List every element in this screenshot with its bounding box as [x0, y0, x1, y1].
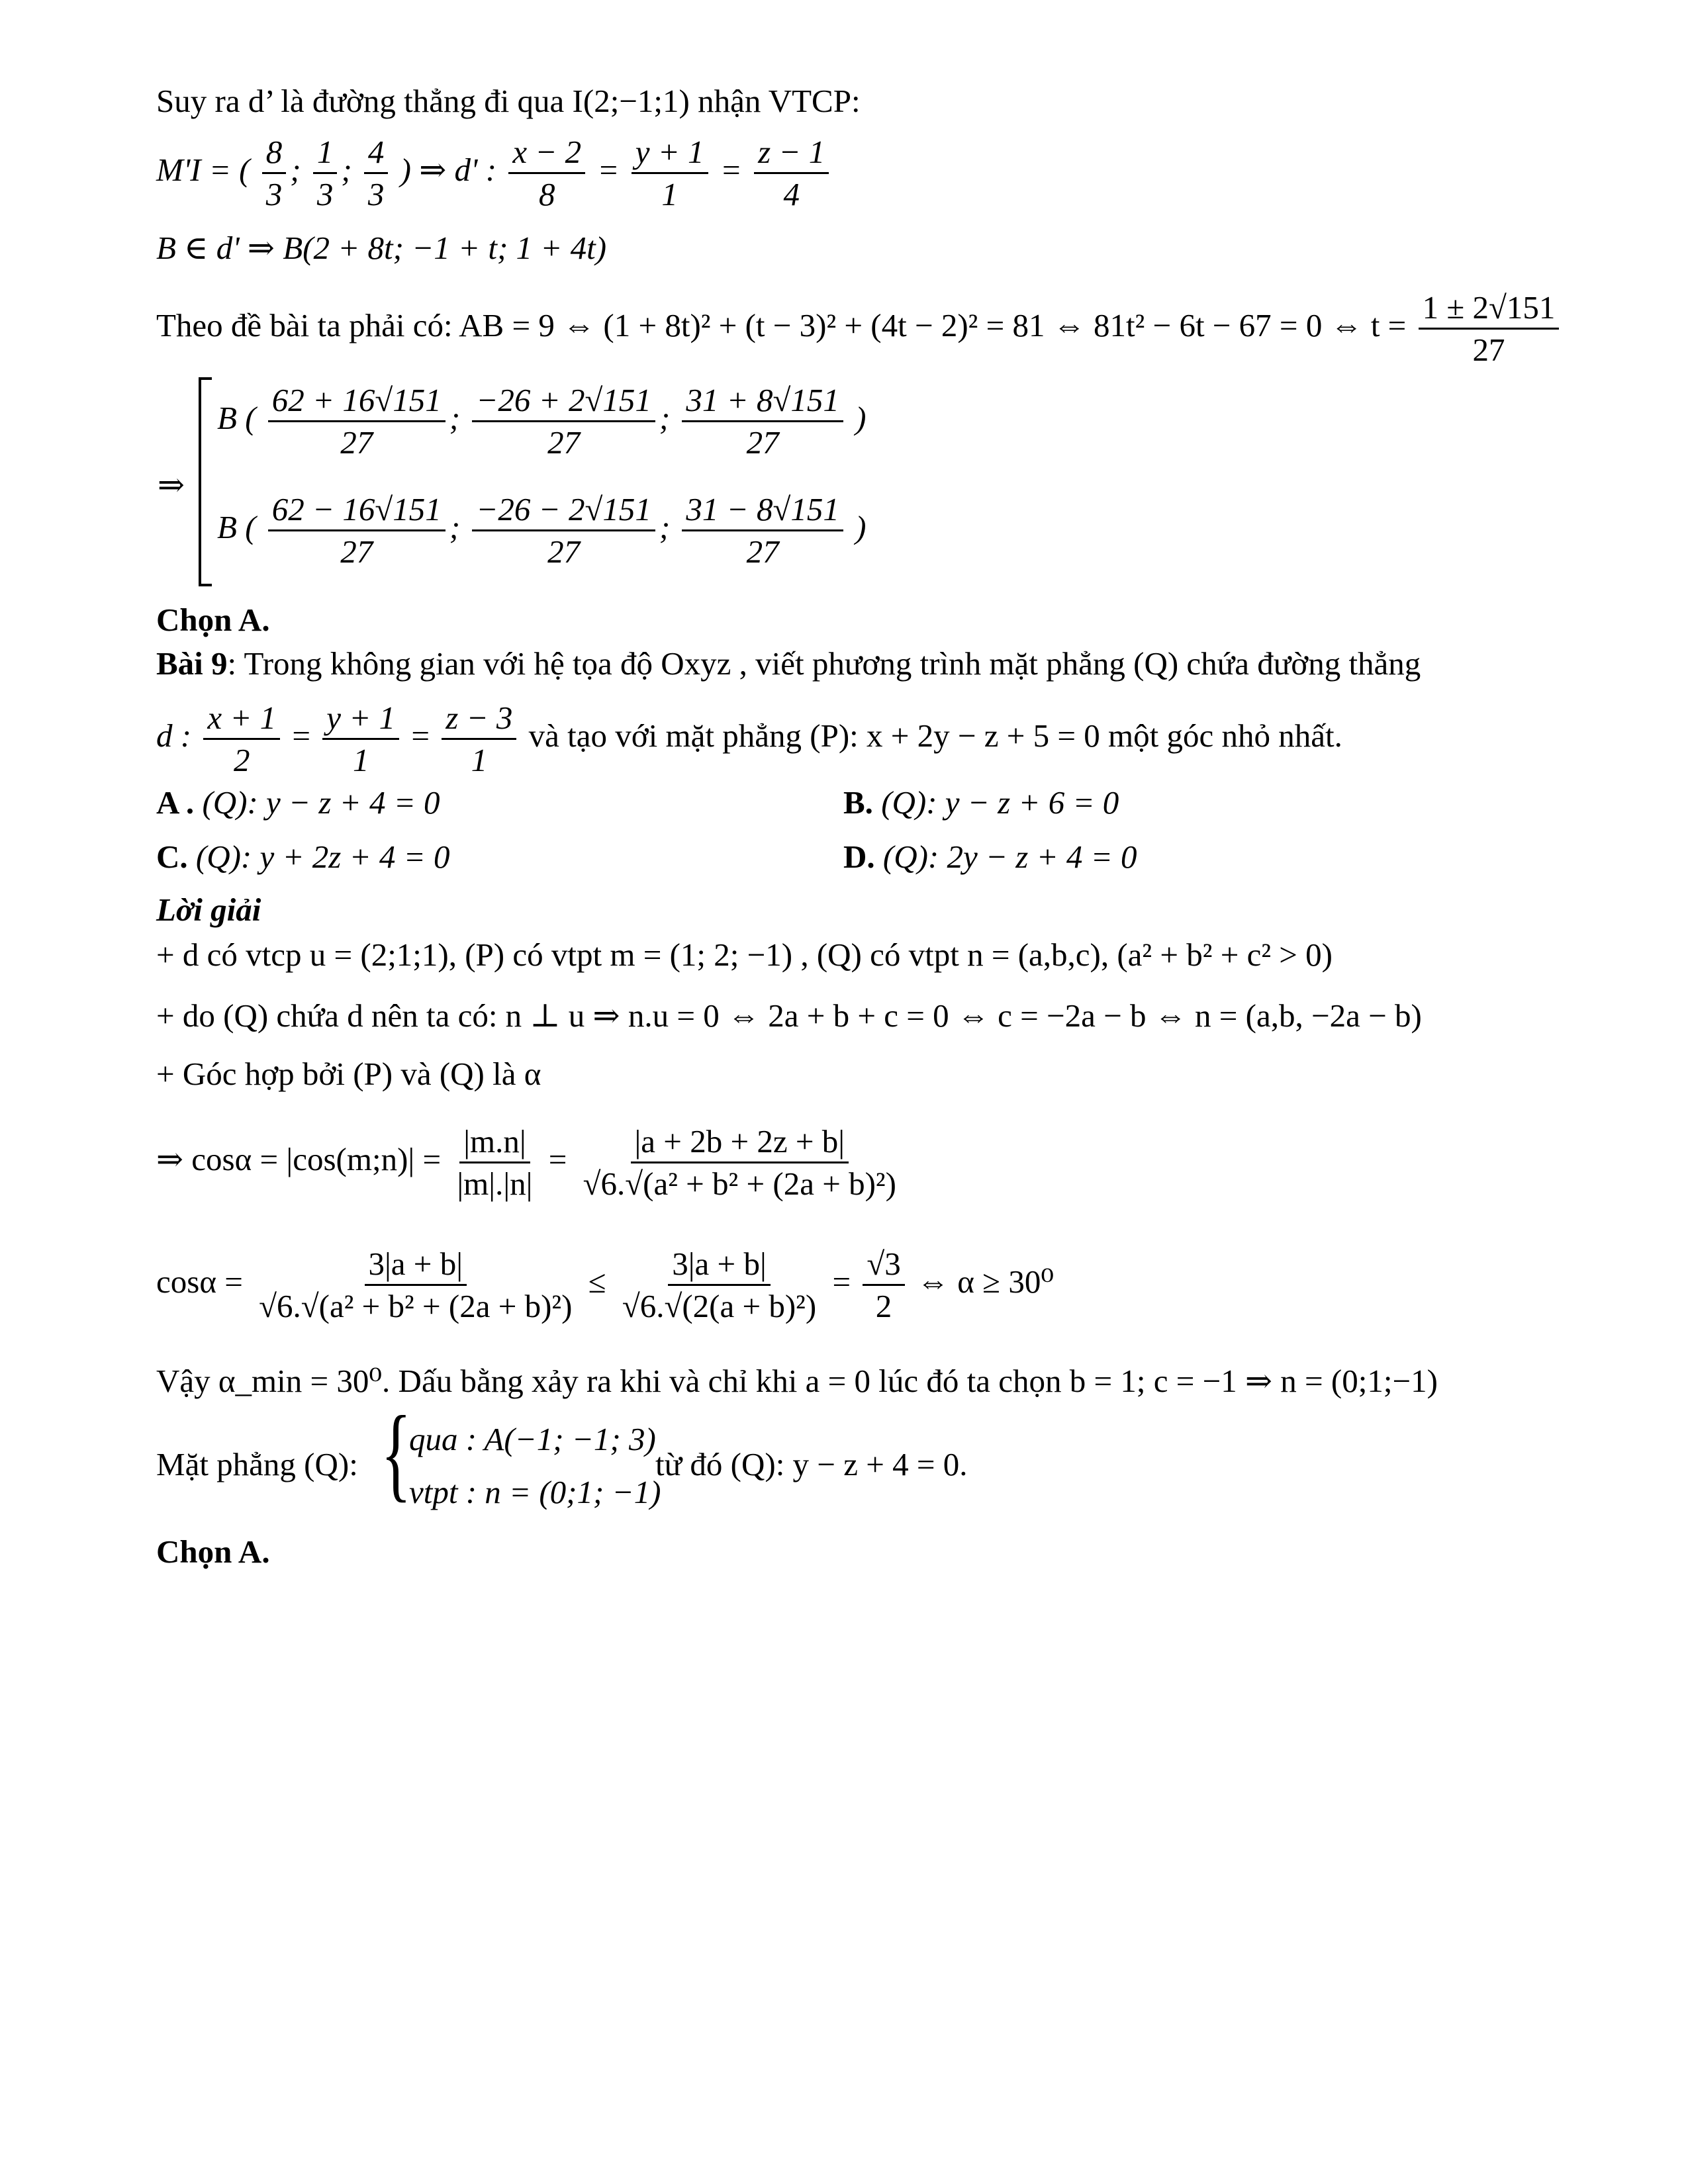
eq-mi-mid: ) ⇒ d' :: [400, 151, 497, 188]
problem-9-statement: [156, 647, 1421, 680]
plane-p-text: và tạo với mặt phẳng (P): x + 2y − z + 5 = 0 một góc nhỏ nhất.: [528, 717, 1342, 754]
frac-dprime-x: $\frac{x - 2}{8}$: [508, 136, 585, 210]
problem-label: Bài 9: [156, 645, 228, 682]
system-brace: {: [381, 1394, 412, 1512]
option-a: A . (Q): y − z + 4 = 0: [156, 784, 440, 821]
plane-q-result: từ đó (Q): y − z + 4 = 0.: [655, 1446, 968, 1482]
eq-mi-lhs: M'I = (: [156, 151, 250, 188]
frac-b2-y: $\frac{-26 - 2√151}{27}$: [472, 493, 655, 568]
frac-cos2-a: $\frac{3|a + b|}{\text{√6.√(a² + b² + (2a + b)²)}}$: [259, 1246, 573, 1324]
plane-q-prefix: Mặt phẳng (Q):: [156, 1446, 358, 1482]
problem-text: : Trong không gian với hệ tọa độ Oxyz , viết phương trình mặt phẳng (Q) chứa đường thẳng: [227, 645, 1421, 682]
ab-condition-text: Theo đề bài ta phải có: AB = 9 ⇔ (1 + 8t)² + (t − 3)² + (4t − 2)² = 81 ⇔ 81t² − 6t − 67 = 0 ⇔ t =: [156, 306, 1407, 343]
frac-dprime-y: $\frac{y + 1}{1}$: [632, 136, 708, 210]
frac-b1-x: $\frac{62 + 16√151}{27}$: [268, 384, 445, 459]
solution-b1: B ( $\frac{62 + 16√151}{27}$ ; $\frac{-26 + 2√151}{27}$ ; $\frac{31 + 8√151}{27}$ ): [217, 382, 867, 461]
frac-b1-y: $\frac{-26 + 2√151}{27}$: [472, 384, 655, 459]
frac-mi-2: $\frac{1}{3}$: [313, 136, 338, 210]
frac-b1-z: $\frac{31 + 8√151}{27}$: [682, 384, 843, 459]
plane-q-through-point: qua : A(−1; −1; 3): [409, 1421, 656, 1457]
option-b: B. (Q): y − z + 6 = 0: [843, 784, 1119, 821]
frac-cos2-c: $\frac{√3}{2}$: [863, 1248, 904, 1322]
solution-step-1: + d có vtcp u = (2;1;1), (P) có vtpt m = (1; 2; −1) , (Q) có vtpt n = (a,b,c), (a² + b² + c² > 0): [156, 936, 1333, 973]
frac-b2-z: $\frac{31 - 8√151}{27}$: [682, 493, 843, 568]
implies-arrow: ⇒: [158, 467, 185, 503]
solution-step-2: + do (Q) chứa d nên ta có: n ⊥ u ⇒ n.u = 0 ⇔ 2a + b + c = 0 ⇔ c = −2a − b ⇔ n = (a,b, −2a − b): [156, 997, 1422, 1034]
equation-cos-1: ⇒ cosα = |cos(m;n)| = $\frac{|m.n|}{|m|.|n|}$ = $\frac{|a + 2b + 2z + b|}{\text{√6.√(a² + b² + (2a + b)²)}}$: [156, 1125, 904, 1200]
answer-choice-2: Chọn A.: [156, 1533, 270, 1570]
solution-b2: B ( $\frac{62 - 16√151}{27}$ ; $\frac{-26 - 2√151}{27}$ ; $\frac{31 - 8√151}{27}$ ): [217, 491, 867, 570]
frac-d-y: $\frac{y + 1}{1}$: [322, 702, 399, 776]
equation-ab-condition: [156, 291, 1563, 366]
equation-mi-vector: M'I = ( $\frac{8}{3}$ ; $\frac{1}{3}$ ; $\frac{4}{3}$ ) ⇒ d' : $\frac{x - 2}{8}$ = $\frac{y + 1}{1}$ = $\frac{z - 1}{4}$: [156, 136, 833, 210]
frac-t-solution: $\frac{1 \pm 2√151}{27}$: [1419, 291, 1560, 366]
text-line-derive-d: Suy ra d’ là đường thẳng đi qua I(2;−1;1) nhận VTCP:: [156, 83, 861, 119]
solution-step-3: + Góc hợp bởi (P) và (Q) là α: [156, 1056, 541, 1092]
plane-q-normal-vector: vtpt : n = (0;1; −1): [409, 1474, 661, 1510]
frac-d-z: $\frac{z - 3}{1}$: [442, 702, 516, 776]
frac-cos2-b: $\frac{3|a + b|}{\text{√6.√(2(a + b)²)}}$: [622, 1246, 817, 1324]
frac-mi-1: $\frac{8}{3}$: [262, 136, 287, 210]
frac-d-x: $\frac{x + 1}{2}$: [203, 702, 280, 776]
option-d: D. (Q): 2y − z + 4 = 0: [843, 839, 1137, 875]
frac-cos-mn: $\frac{|m.n|}{|m|.|n|}$: [457, 1123, 533, 1202]
solution-bracket: [199, 377, 212, 586]
frac-mi-3: $\frac{4}{3}$: [364, 136, 389, 210]
line-d-and-plane-p: d : $\frac{x + 1}{2}$ = $\frac{y + 1}{1}$ = $\frac{z - 3}{1}$ và tạo với mặt phẳng (P): x + 2y − z + 5 = 0 một góc nhỏ nhất.: [156, 700, 1342, 778]
conclusion-alpha-min: Vậy α_min = 30⁰. Dấu bằng xảy ra khi và chỉ khi a = 0 lúc đó ta chọn b = 1; c = −1 ⇒ n = (0;1;−1): [156, 1363, 1438, 1399]
equation-cos-2: cosα = $\frac{3|a + b|}{\text{√6.√(a² + b² + (2a + b)²)}}$ ≤ $\frac{3|a + b|}{\text{√6.√(2(a + b)²)}}$ = $\frac{√3}{2}$ ⇔ α ≥ 30⁰: [156, 1246, 1054, 1324]
option-c: C. (Q): y + 2z + 4 = 0: [156, 839, 450, 875]
answer-choice-1: Chọn A.: [156, 602, 270, 638]
solution-heading: Lời giải: [156, 891, 261, 928]
equation-b-param: B ∈ d' ⇒ B(2 + 8t; −1 + t; 1 + 4t): [156, 230, 607, 266]
frac-cos-expanded: $\frac{|a + 2b + 2z + b|}{\text{√6.√(a² + b² + (2a + b)²)}}$: [583, 1123, 896, 1202]
frac-dprime-z: $\frac{z - 1}{4}$: [754, 136, 829, 210]
frac-b2-x: $\frac{62 - 16√151}{27}$: [268, 493, 445, 568]
